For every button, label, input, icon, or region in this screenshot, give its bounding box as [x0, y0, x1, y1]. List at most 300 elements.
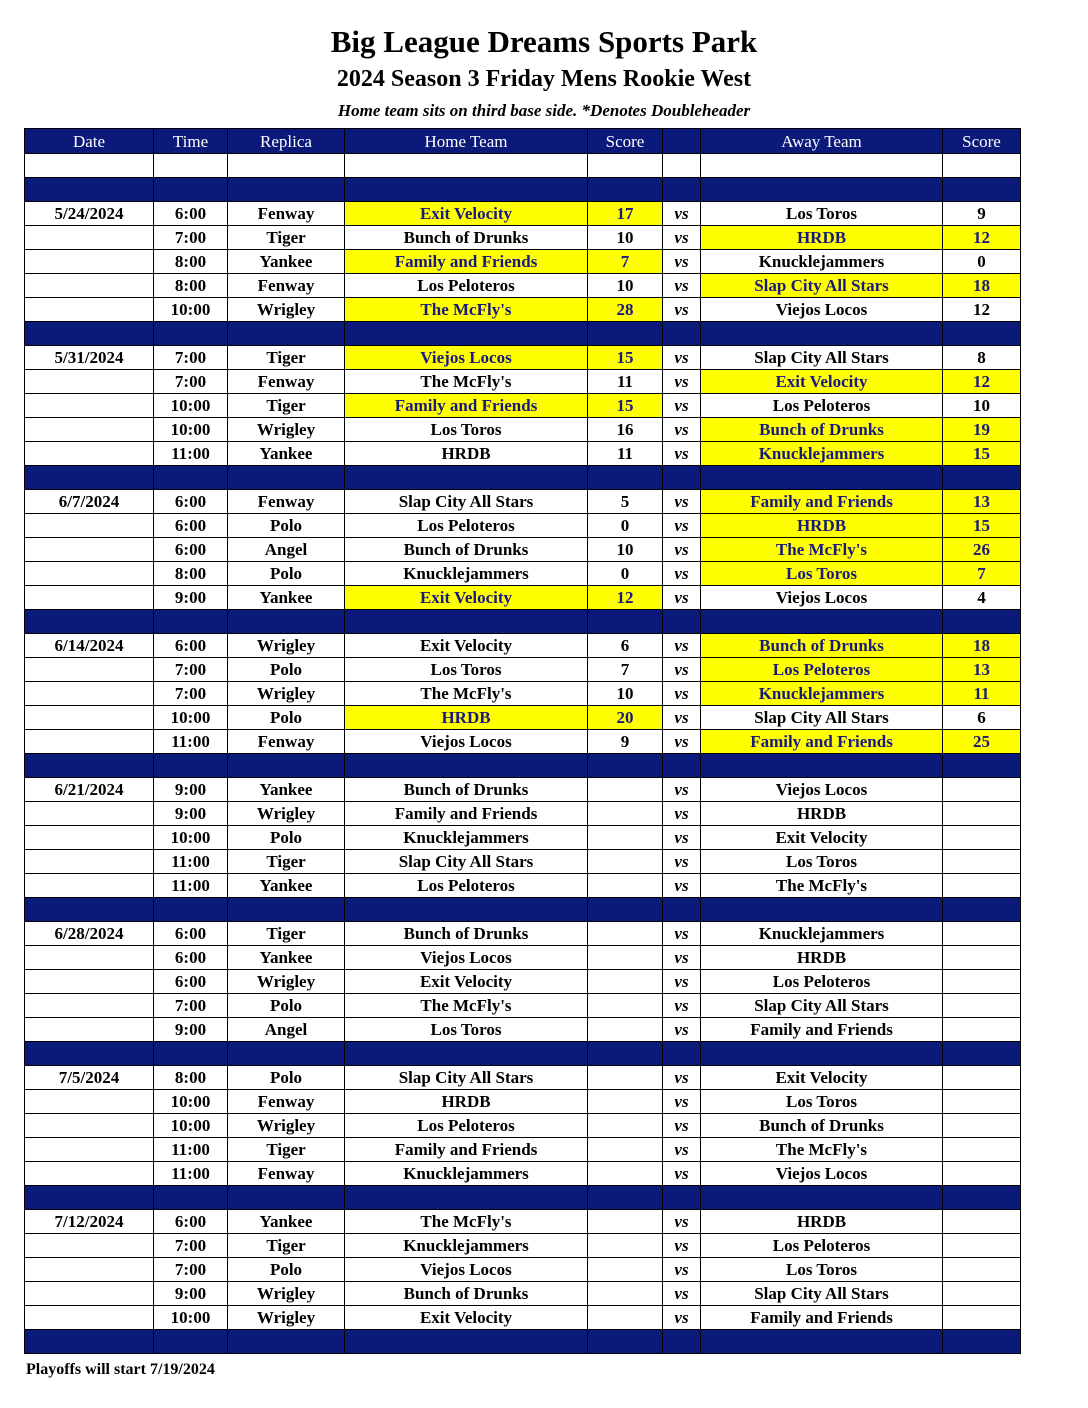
vs-label: vs	[663, 1234, 701, 1258]
col-header-date: Date	[25, 129, 154, 154]
away-score	[943, 1210, 1021, 1234]
home-team: Viejos Locos	[345, 1258, 588, 1282]
away-team: Family and Friends	[701, 1306, 943, 1330]
game-date	[25, 730, 154, 754]
home-score	[588, 1018, 663, 1042]
game-time: 8:00	[154, 562, 228, 586]
home-team: The McFly's	[345, 298, 588, 322]
vs-label: vs	[663, 946, 701, 970]
game-date	[25, 658, 154, 682]
away-score: 13	[943, 490, 1021, 514]
home-score	[588, 1282, 663, 1306]
vs-label: vs	[663, 226, 701, 250]
home-team: Bunch of Drunks	[345, 538, 588, 562]
page-subtitle: 2024 Season 3 Friday Mens Rookie West	[336, 66, 752, 92]
game-date: 7/5/2024	[25, 1066, 154, 1090]
away-team: Los Toros	[701, 1258, 943, 1282]
game-time: 7:00	[154, 682, 228, 706]
vs-label: vs	[663, 394, 701, 418]
home-score	[588, 1234, 663, 1258]
away-score	[943, 778, 1021, 802]
home-team: Los Toros	[345, 1018, 588, 1042]
home-score	[588, 778, 663, 802]
game-replica: Angel	[228, 1018, 345, 1042]
away-score	[943, 826, 1021, 850]
away-team: Slap City All Stars	[701, 994, 943, 1018]
home-score	[588, 802, 663, 826]
game-time: 8:00	[154, 1066, 228, 1090]
game-row	[25, 970, 1021, 994]
game-date: 7/12/2024	[25, 1210, 154, 1234]
game-replica: Polo	[228, 1258, 345, 1282]
game-replica: Yankee	[228, 1210, 345, 1234]
game-date	[25, 826, 154, 850]
home-score	[588, 922, 663, 946]
home-score: 7	[588, 250, 663, 274]
home-score: 11	[588, 442, 663, 466]
col-header-vs	[663, 129, 701, 154]
game-row	[25, 346, 1021, 370]
vs-label: vs	[663, 994, 701, 1018]
col-header-home-team: Home Team	[345, 129, 588, 154]
vs-label: vs	[663, 250, 701, 274]
away-team: Los Toros	[701, 202, 943, 226]
game-time: 9:00	[154, 802, 228, 826]
game-date: 6/21/2024	[25, 778, 154, 802]
game-date	[25, 1114, 154, 1138]
vs-label: vs	[663, 1162, 701, 1186]
page-title: Big League Dreams Sports Park	[330, 24, 758, 59]
home-team: Exit Velocity	[345, 634, 588, 658]
away-team: Bunch of Drunks	[701, 1114, 943, 1138]
home-team: Los Toros	[345, 658, 588, 682]
game-replica: Wrigley	[228, 1282, 345, 1306]
away-score	[943, 946, 1021, 970]
game-date	[25, 706, 154, 730]
away-score: 18	[943, 634, 1021, 658]
away-team: HRDB	[701, 802, 943, 826]
game-replica: Polo	[228, 1066, 345, 1090]
away-team: HRDB	[701, 946, 943, 970]
game-replica: Polo	[228, 994, 345, 1018]
blank-row	[25, 154, 1021, 178]
page-note: Home team sits on third base side. *Denotes Doubleheader	[337, 101, 751, 120]
game-time: 10:00	[154, 418, 228, 442]
away-score: 11	[943, 682, 1021, 706]
game-date	[25, 538, 154, 562]
home-score	[588, 946, 663, 970]
away-score: 7	[943, 562, 1021, 586]
away-score: 18	[943, 274, 1021, 298]
away-team: Family and Friends	[701, 490, 943, 514]
week-separator	[25, 322, 1021, 346]
week-separator	[25, 1330, 1021, 1354]
game-replica: Wrigley	[228, 802, 345, 826]
away-score	[943, 994, 1021, 1018]
game-replica: Tiger	[228, 850, 345, 874]
vs-label: vs	[663, 1018, 701, 1042]
home-score	[588, 1258, 663, 1282]
home-score: 28	[588, 298, 663, 322]
away-score: 9	[943, 202, 1021, 226]
away-score	[943, 922, 1021, 946]
game-date	[25, 1162, 154, 1186]
vs-label: vs	[663, 1258, 701, 1282]
away-team: Exit Velocity	[701, 370, 943, 394]
vs-label: vs	[663, 1090, 701, 1114]
game-time: 10:00	[154, 394, 228, 418]
game-time: 9:00	[154, 1018, 228, 1042]
home-score	[588, 826, 663, 850]
home-team: Knucklejammers	[345, 562, 588, 586]
game-time: 9:00	[154, 778, 228, 802]
schedule-table	[24, 128, 1021, 1354]
home-score: 12	[588, 586, 663, 610]
home-team: Los Peloteros	[345, 514, 588, 538]
away-team: Family and Friends	[701, 730, 943, 754]
home-team: Slap City All Stars	[345, 1066, 588, 1090]
game-date: 5/24/2024	[25, 202, 154, 226]
home-score	[588, 1210, 663, 1234]
game-date	[25, 946, 154, 970]
away-score: 15	[943, 442, 1021, 466]
game-row	[25, 1162, 1021, 1186]
home-team: HRDB	[345, 706, 588, 730]
away-score	[943, 1306, 1021, 1330]
home-team: The McFly's	[345, 370, 588, 394]
home-team: Slap City All Stars	[345, 850, 588, 874]
home-score	[588, 994, 663, 1018]
col-header-away-score: Score	[943, 129, 1021, 154]
away-team: Exit Velocity	[701, 826, 943, 850]
header-row	[25, 129, 1021, 154]
game-row	[25, 538, 1021, 562]
game-time: 11:00	[154, 730, 228, 754]
away-score: 13	[943, 658, 1021, 682]
game-row	[25, 274, 1021, 298]
game-time: 9:00	[154, 1282, 228, 1306]
game-replica: Tiger	[228, 922, 345, 946]
game-date: 5/31/2024	[25, 346, 154, 370]
vs-label: vs	[663, 346, 701, 370]
home-score: 9	[588, 730, 663, 754]
away-score	[943, 1090, 1021, 1114]
home-score	[588, 1162, 663, 1186]
game-date	[25, 1138, 154, 1162]
home-score: 10	[588, 682, 663, 706]
home-team: Family and Friends	[345, 1138, 588, 1162]
away-score	[943, 1114, 1021, 1138]
home-score	[588, 1066, 663, 1090]
game-date	[25, 274, 154, 298]
game-time: 6:00	[154, 1210, 228, 1234]
game-row	[25, 946, 1021, 970]
game-date	[25, 394, 154, 418]
game-time: 8:00	[154, 274, 228, 298]
home-score	[588, 1090, 663, 1114]
game-time: 7:00	[154, 994, 228, 1018]
game-date: 6/14/2024	[25, 634, 154, 658]
away-score	[943, 1162, 1021, 1186]
home-score: 15	[588, 346, 663, 370]
home-score: 0	[588, 562, 663, 586]
home-team: Family and Friends	[345, 802, 588, 826]
game-time: 10:00	[154, 1114, 228, 1138]
game-date: 6/7/2024	[25, 490, 154, 514]
vs-label: vs	[663, 970, 701, 994]
away-team: Los Peloteros	[701, 1234, 943, 1258]
game-time: 8:00	[154, 250, 228, 274]
home-team: Viejos Locos	[345, 346, 588, 370]
col-header-time: Time	[154, 129, 228, 154]
game-row	[25, 586, 1021, 610]
game-replica: Tiger	[228, 226, 345, 250]
game-replica: Tiger	[228, 394, 345, 418]
home-team: Exit Velocity	[345, 202, 588, 226]
away-team: Viejos Locos	[701, 586, 943, 610]
vs-label: vs	[663, 802, 701, 826]
away-team: Exit Velocity	[701, 1066, 943, 1090]
home-team: Slap City All Stars	[345, 490, 588, 514]
vs-label: vs	[663, 922, 701, 946]
game-date	[25, 586, 154, 610]
vs-label: vs	[663, 1210, 701, 1234]
game-row	[25, 1234, 1021, 1258]
game-replica: Yankee	[228, 778, 345, 802]
game-replica: Wrigley	[228, 1114, 345, 1138]
game-replica: Yankee	[228, 586, 345, 610]
home-team: Knucklejammers	[345, 826, 588, 850]
game-replica: Polo	[228, 514, 345, 538]
game-time: 9:00	[154, 586, 228, 610]
away-score	[943, 874, 1021, 898]
game-row	[25, 1210, 1021, 1234]
away-team: Slap City All Stars	[701, 346, 943, 370]
week-separator	[25, 610, 1021, 634]
game-date	[25, 1090, 154, 1114]
away-team: The McFly's	[701, 1138, 943, 1162]
home-score: 20	[588, 706, 663, 730]
away-score	[943, 850, 1021, 874]
home-team: Exit Velocity	[345, 586, 588, 610]
game-date	[25, 562, 154, 586]
home-team: Los Peloteros	[345, 1114, 588, 1138]
away-team: Slap City All Stars	[701, 706, 943, 730]
home-team: Bunch of Drunks	[345, 778, 588, 802]
week-separator	[25, 1042, 1021, 1066]
game-row	[25, 562, 1021, 586]
home-score: 10	[588, 274, 663, 298]
game-replica: Fenway	[228, 274, 345, 298]
schedule-body	[25, 154, 1021, 1354]
vs-label: vs	[663, 274, 701, 298]
vs-label: vs	[663, 658, 701, 682]
home-team: HRDB	[345, 1090, 588, 1114]
vs-label: vs	[663, 826, 701, 850]
away-score	[943, 1258, 1021, 1282]
away-score: 6	[943, 706, 1021, 730]
game-replica: Fenway	[228, 1162, 345, 1186]
away-team: Los Peloteros	[701, 970, 943, 994]
away-score	[943, 802, 1021, 826]
game-time: 6:00	[154, 514, 228, 538]
game-row	[25, 250, 1021, 274]
away-score: 10	[943, 394, 1021, 418]
game-replica: Polo	[228, 826, 345, 850]
game-row	[25, 778, 1021, 802]
home-score: 6	[588, 634, 663, 658]
away-team: The McFly's	[701, 538, 943, 562]
vs-label: vs	[663, 850, 701, 874]
game-date	[25, 970, 154, 994]
game-date	[25, 1306, 154, 1330]
away-score: 19	[943, 418, 1021, 442]
away-team: HRDB	[701, 226, 943, 250]
away-team: Los Peloteros	[701, 394, 943, 418]
game-date	[25, 1258, 154, 1282]
away-team: Slap City All Stars	[701, 1282, 943, 1306]
game-replica: Tiger	[228, 1234, 345, 1258]
game-row	[25, 370, 1021, 394]
game-replica: Fenway	[228, 370, 345, 394]
home-team: Bunch of Drunks	[345, 1282, 588, 1306]
game-time: 7:00	[154, 370, 228, 394]
game-replica: Fenway	[228, 1090, 345, 1114]
game-replica: Yankee	[228, 442, 345, 466]
game-row	[25, 922, 1021, 946]
vs-label: vs	[663, 1138, 701, 1162]
vs-label: vs	[663, 490, 701, 514]
home-score	[588, 874, 663, 898]
game-time: 7:00	[154, 1258, 228, 1282]
game-date	[25, 250, 154, 274]
game-row	[25, 298, 1021, 322]
game-row	[25, 442, 1021, 466]
away-score: 12	[943, 370, 1021, 394]
home-score: 15	[588, 394, 663, 418]
game-row	[25, 634, 1021, 658]
game-date	[25, 442, 154, 466]
game-time: 6:00	[154, 490, 228, 514]
game-time: 6:00	[154, 970, 228, 994]
game-date	[25, 850, 154, 874]
vs-label: vs	[663, 202, 701, 226]
away-team: Los Toros	[701, 1090, 943, 1114]
game-replica: Angel	[228, 538, 345, 562]
game-row	[25, 514, 1021, 538]
game-replica: Wrigley	[228, 970, 345, 994]
game-date	[25, 1234, 154, 1258]
away-score	[943, 1234, 1021, 1258]
home-score: 10	[588, 226, 663, 250]
vs-label: vs	[663, 514, 701, 538]
vs-label: vs	[663, 1114, 701, 1138]
game-replica: Yankee	[228, 946, 345, 970]
game-row	[25, 1114, 1021, 1138]
vs-label: vs	[663, 1282, 701, 1306]
home-team: HRDB	[345, 442, 588, 466]
game-date	[25, 298, 154, 322]
game-row	[25, 1090, 1021, 1114]
game-row	[25, 850, 1021, 874]
game-replica: Polo	[228, 706, 345, 730]
game-time: 11:00	[154, 874, 228, 898]
game-time: 10:00	[154, 1090, 228, 1114]
away-team: HRDB	[701, 1210, 943, 1234]
week-separator	[25, 1186, 1021, 1210]
vs-label: vs	[663, 1066, 701, 1090]
game-date	[25, 802, 154, 826]
away-team: Knucklejammers	[701, 250, 943, 274]
away-team: HRDB	[701, 514, 943, 538]
vs-label: vs	[663, 730, 701, 754]
game-time: 6:00	[154, 634, 228, 658]
game-date	[25, 994, 154, 1018]
game-row	[25, 1066, 1021, 1090]
game-time: 10:00	[154, 706, 228, 730]
game-replica: Polo	[228, 562, 345, 586]
away-score	[943, 1066, 1021, 1090]
week-separator	[25, 178, 1021, 202]
vs-label: vs	[663, 874, 701, 898]
away-score: 8	[943, 346, 1021, 370]
home-score: 10	[588, 538, 663, 562]
home-team: Exit Velocity	[345, 1306, 588, 1330]
home-team: Bunch of Drunks	[345, 922, 588, 946]
away-team: Knucklejammers	[701, 922, 943, 946]
game-time: 10:00	[154, 298, 228, 322]
home-score: 0	[588, 514, 663, 538]
away-score: 25	[943, 730, 1021, 754]
game-date	[25, 1282, 154, 1306]
game-date	[25, 1018, 154, 1042]
game-date	[25, 682, 154, 706]
home-score: 17	[588, 202, 663, 226]
game-date	[25, 874, 154, 898]
away-team: Viejos Locos	[701, 1162, 943, 1186]
vs-label: vs	[663, 562, 701, 586]
game-row	[25, 202, 1021, 226]
away-team: The McFly's	[701, 874, 943, 898]
game-replica: Wrigley	[228, 1306, 345, 1330]
home-team: The McFly's	[345, 994, 588, 1018]
game-date	[25, 514, 154, 538]
away-score: 12	[943, 298, 1021, 322]
game-time: 11:00	[154, 1162, 228, 1186]
vs-label: vs	[663, 778, 701, 802]
game-replica: Yankee	[228, 250, 345, 274]
game-time: 10:00	[154, 1306, 228, 1330]
home-team: Exit Velocity	[345, 970, 588, 994]
home-team: Knucklejammers	[345, 1162, 588, 1186]
away-team: Bunch of Drunks	[701, 634, 943, 658]
game-time: 11:00	[154, 1138, 228, 1162]
away-score: 26	[943, 538, 1021, 562]
home-team: The McFly's	[345, 1210, 588, 1234]
home-team: Viejos Locos	[345, 946, 588, 970]
vs-label: vs	[663, 298, 701, 322]
game-row	[25, 682, 1021, 706]
game-row	[25, 802, 1021, 826]
game-row	[25, 1306, 1021, 1330]
game-row	[25, 1018, 1021, 1042]
game-replica: Tiger	[228, 1138, 345, 1162]
away-team: Bunch of Drunks	[701, 418, 943, 442]
game-replica: Fenway	[228, 490, 345, 514]
game-row	[25, 730, 1021, 754]
vs-label: vs	[663, 634, 701, 658]
away-score: 0	[943, 250, 1021, 274]
